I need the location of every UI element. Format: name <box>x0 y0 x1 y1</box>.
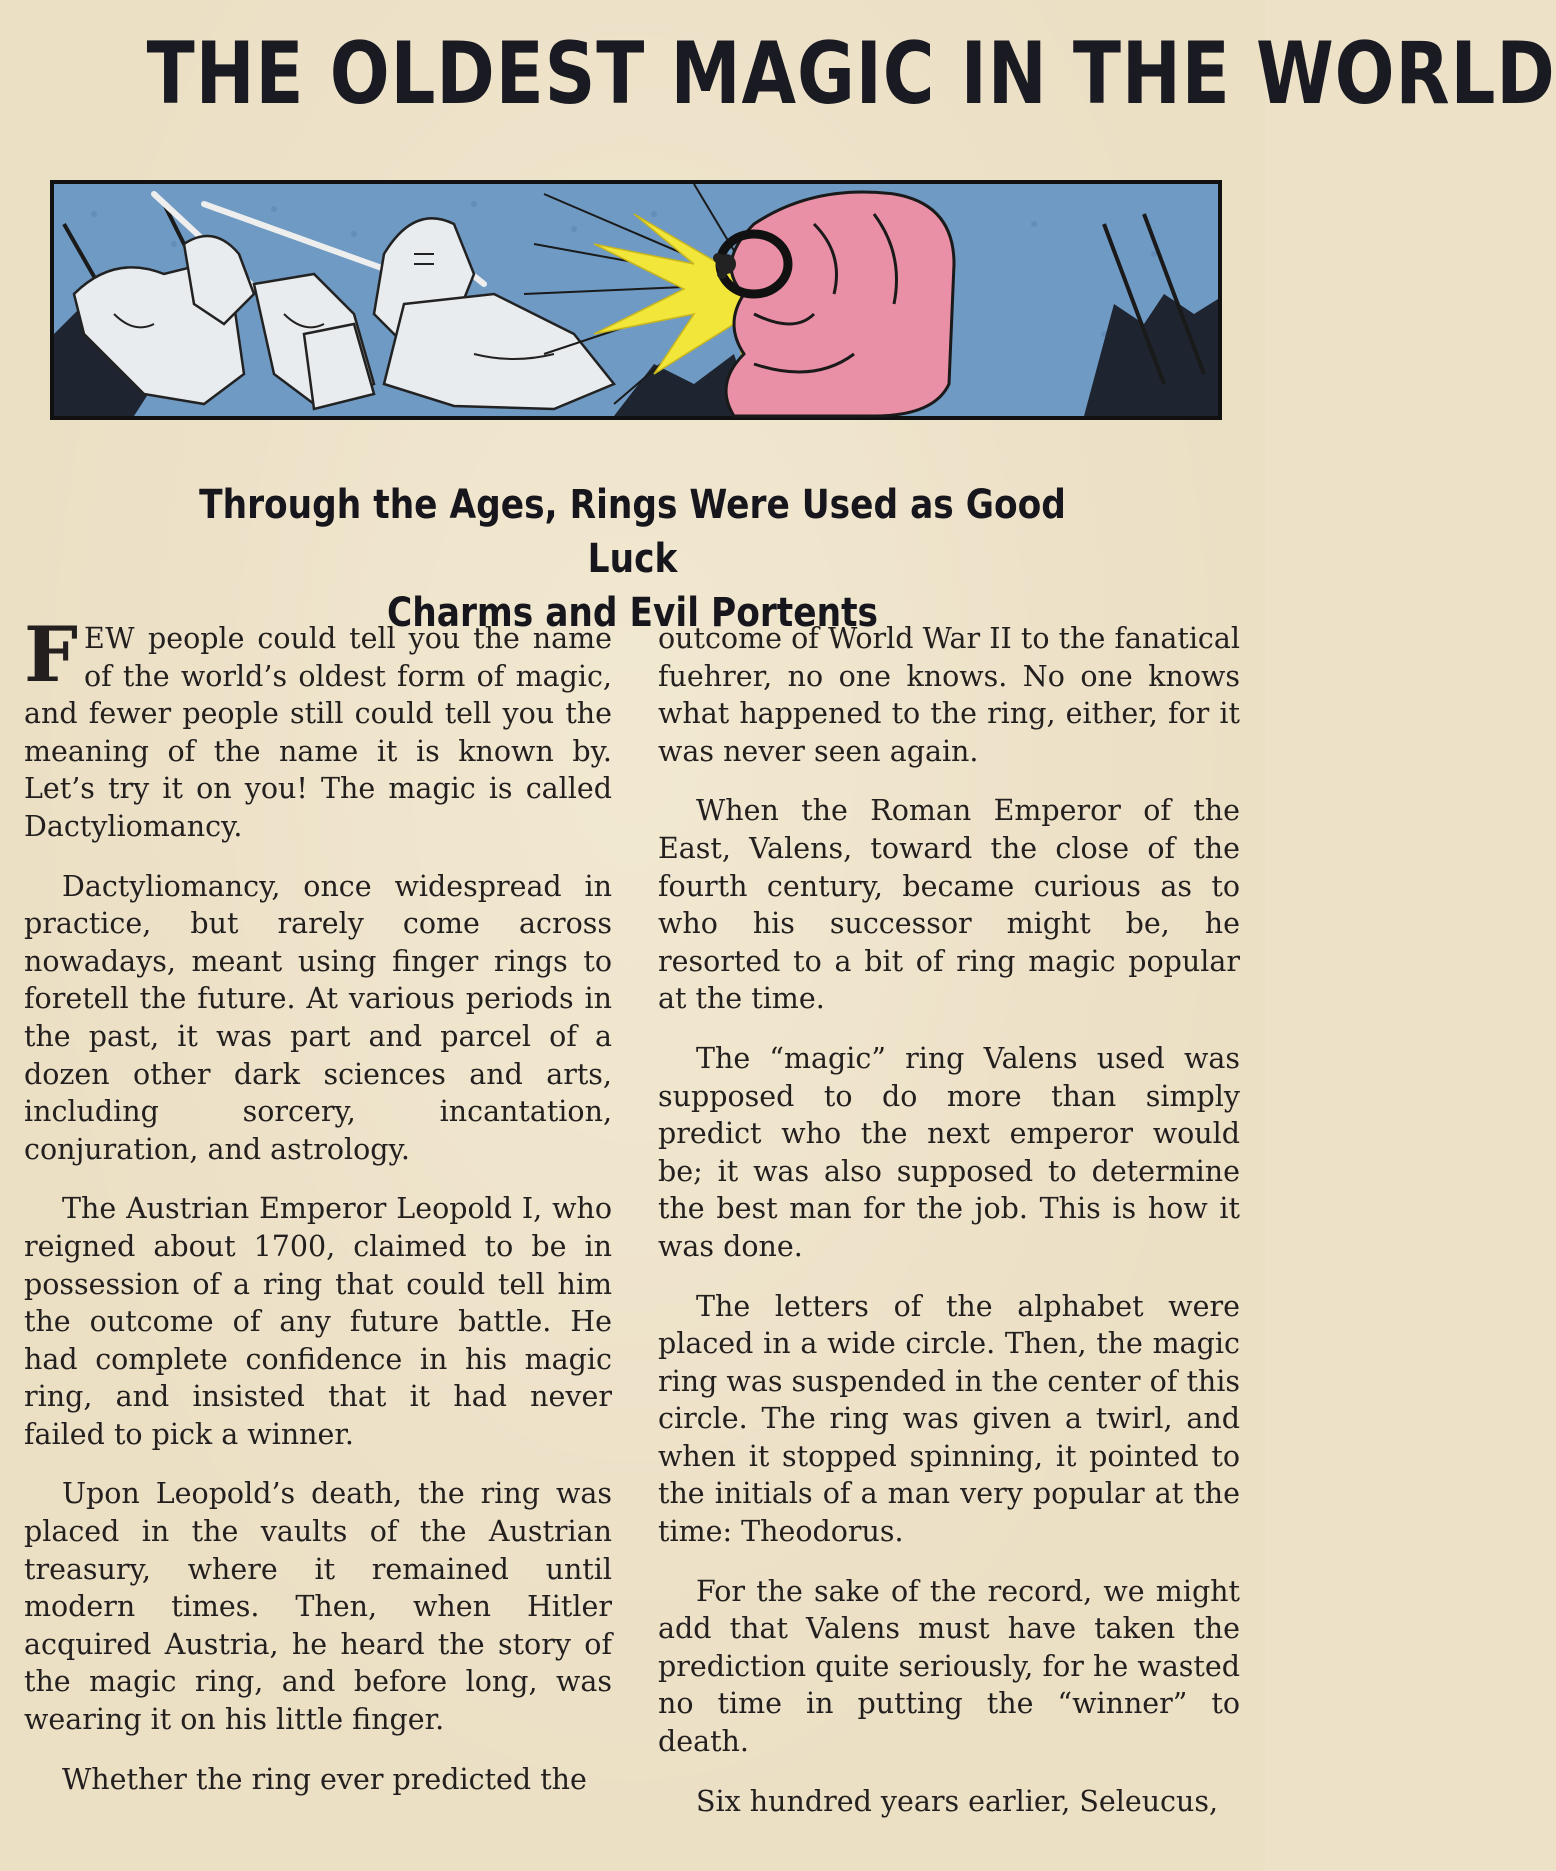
lead-in: EW <box>83 622 136 655</box>
article-column-left <box>24 610 612 1820</box>
paragraph: For the sake of the record, we might add that Valens must have taken the prediction quite seriously, for he wasted no time in putting the “winner” to death. <box>658 1574 1240 1759</box>
drop-cap: F <box>24 610 78 699</box>
paragraph: Whether the ring ever predicted the <box>62 1762 587 1796</box>
article-column-right <box>658 620 1240 1842</box>
paragraph: outcome of World War II to the fanatical fuehrer, no one knows. No one knows what happened to the ring, either, for it was never seen again. <box>658 622 1240 768</box>
paragraph: The Austrian Emperor Leopold I, who reigned about 1700, claimed to be in possession of a ring that could tell him the outcome of any future battle. He had complete confidence in his magic ring, and insisted that it had never failed to pick a winner. <box>24 1192 612 1451</box>
knights-and-magic-ring-illustration <box>54 184 1218 416</box>
subtitle-line-1: Through the Ages, Rings Were Used as Good Luck <box>199 482 1066 582</box>
subtitle-line-2: Charms and Evil Portents <box>386 590 878 636</box>
paragraph <box>24 610 612 846</box>
paragraph: Dactyliomancy, once widespread in practice, but rarely come across nowadays, meant using finger rings to foretell the future. At various periods in the past, it was part and parcel of a dozen other dark sciences and arts, including sorcery, incantation, conjuration, and astrology. <box>24 869 612 1166</box>
article-subtitle <box>192 478 1074 640</box>
paragraph: Upon Leopold’s death, the ring was placed in the vaults of the Austrian treasury, where it remained until modern times. Then, when Hitler acquired Austria, he heard the story of the magic ring, and before long, was wearing it on his little finger. <box>24 1477 612 1737</box>
page-title: THE OLDEST MAGIC IN THE WORLD <box>146 24 1556 124</box>
paragraph: The letters of the alphabet were placed in a wide circle. Then, the magic ring was suspended in the center of this circle. The ring was given a twirl, and when it stopped spinning, it pointed to the initials of a man very popular at the time: Theodorus. <box>658 1289 1240 1549</box>
paragraph: The “magic” ring Valens used was supposed to do more than simply predict who the next emperor would be; it was also supposed to determine the best man for the job. This is how it was done. <box>658 1041 1240 1263</box>
header-illustration <box>50 180 1222 420</box>
paragraph: When the Roman Emperor of the East, Valens, toward the close of the fourth century, became curious as to who his successor might be, he resorted to a bit of ring magic popular at the time. <box>658 794 1240 1016</box>
paragraph: Six hundred years earlier, Seleucus, <box>696 1784 1219 1818</box>
paragraph-text: people could tell you the name of the world’s oldest form of magic, and fewer people still could tell you the meaning of the name it is known by. Let’s try it on you! The magic is called Dactyliomancy. <box>24 622 612 843</box>
